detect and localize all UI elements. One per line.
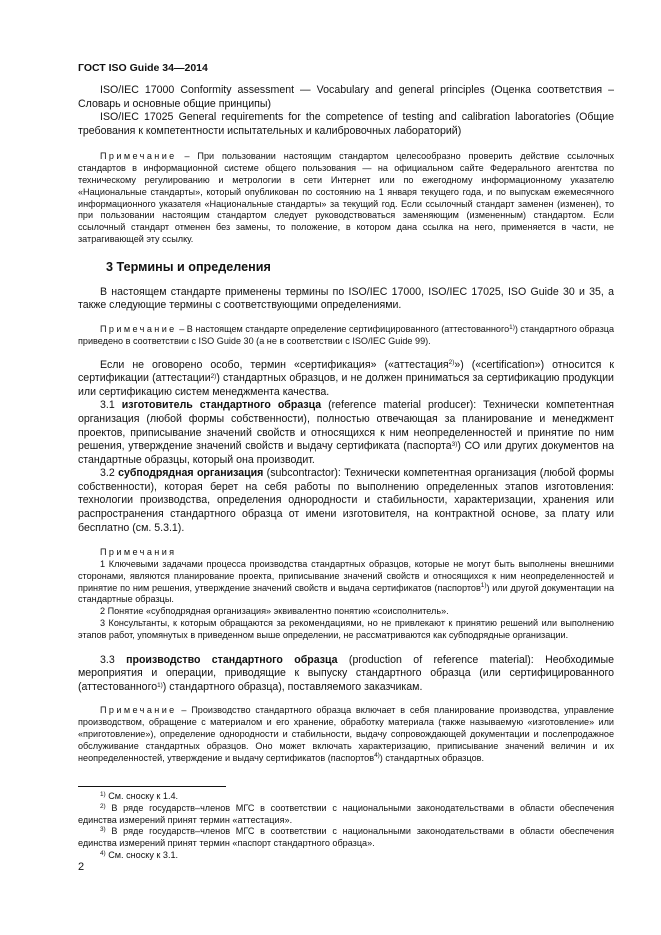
section-intro: В настоящем стандарте применены термины по ISO/IEC 17000, ISO/IEC 17025, ISO Guide 30 и 35, а также следующие термины с соответствующими определениями. (78, 285, 614, 312)
footnote-ref: 2) (448, 359, 455, 367)
note-item: 1 Ключевыми задачами процесса производства стандартных образцов, которые не могут быть выполнены внешними сторонами, являются планирование проекта, приписывание значений свойств и относящихся к ним неопределенностей и принятие по ним решения, утверждение значений свойств и выдача сертификатов (паспортов$^{1)}$) или другой документации на стандартные образцы. (78, 559, 614, 605)
note-references (78, 151, 614, 245)
notes-label: Примечания (100, 547, 177, 558)
note-text: – При пользовании настоящим стандартом целесообразно проверить действие ссылочных стандартов в информационной системе общего пользования — на официальном сайте Федерального агентства по техническому регулированию и метрологии в сети Интернет или по ежегодному информационному указателю «Национальные стандарты», который опубликован по состоянию на 1 января текущего года, и по выпускам ежемесячного информационного указателя «Национальные стандарты» за текущий год. Если ссылочный стандарт заменен (изменен), то при пользовании настоящим стандартом следует руководствоваться заменяющим (измененным) стандартом. Если ссылочный стандарт отменен без замены, то положение, в котором дана ссылка на него, применяется в части, не затрагивающей эту ссылку. (78, 151, 614, 244)
certification-paragraph: Если не оговорено особо, термин «сертификация» («аттестация$^{2)}$») («certification») относится к сертификации (аттестации$^{2)}$) стандартных образцов, и не должен приниматься за сертификацию продукции или сертификацию систем менеджмента качества. (78, 358, 614, 398)
footnote-ref: 1) (509, 323, 515, 331)
note-label: Примечание (100, 151, 177, 162)
footnote-ref: 1) (157, 681, 163, 689)
document-page (78, 62, 614, 764)
normative-reference: ISO/IEC 17025 General requirements for the competence of testing and calibration laboratories (Общие требования к компетентности испытательных и калибровочных лабораторий) (78, 111, 614, 137)
term-name: производство стандартного образца (126, 653, 338, 666)
footnote: $^{3)}$ В ряде государств–членов МГС в соответствии с национальными законодательствами в области обеспечения единства измерений принят термин «паспорт стандартного образца». (78, 826, 614, 849)
section-title: 3 Термины и определения (106, 259, 271, 274)
term-name: изготовитель стандартного образца (121, 399, 322, 412)
term-3-1: 3.1 изготовитель стандартного образца (reference material producer): Технически компетентная организация (любой формы собственности), полностью отвечающая за планирование и менеджмент проектов, приписывание значений свойств и относящихся к ним неопределенностей и принятие по ним решения, утверждение значений свойств и выдачу сертификата (паспорта$^{3)}$) СО или других документов на стандартные образцы, который она производит. (78, 399, 614, 466)
footnote-ref: 3) (451, 440, 458, 448)
note-label: Примечание (100, 705, 177, 716)
footnotes (78, 791, 614, 862)
page-number: 2 (78, 861, 85, 873)
term-name: субподрядная организация (118, 467, 264, 480)
footnote: $^{1)}$ См. сноску к 1.4. (100, 790, 179, 801)
footnote: $^{2)}$ В ряде государств–членов МГС в соответствии с национальными законодательствами в области обеспечения единства измерений принят термин «аттестация». (78, 802, 614, 825)
document-header: ГОСТ ISO Guide 34—2014 (78, 62, 208, 74)
footnote: $^{4)}$ См. сноску к 3.1. (100, 849, 179, 860)
normative-reference: ISO/IEC 17000 Conformity assessment — Vocabulary and general principles (Оценка соответствия – Словарь и основные общие принципы) (78, 84, 614, 110)
term-3-2: 3.2 субподрядная организация (subcontractor): Технически компетентная организация (любой формы собственности), которая берет на себя работы по выполнению определенных этапов изготовления: технологии производства, определения однородности и стабильности, характеризации, хранения или распространения стандартного образца от имени изготовителя, на контрактной основе, за плату или бесплатно (см. 5.3.1). (78, 467, 614, 534)
note-definition: Примечание – В настоящем стандарте определение сертифицированного (аттестованного$^{1)}$) стандартного образца приведено в соответствии с ISO Guide 30 (а не в соответствии с ISO/IEC Guide 99). (78, 323, 615, 346)
footnote-ref: 1) (480, 582, 487, 590)
note-production: Примечание – Производство стандартного образца включает в себя планирование производства, управление производством, обращение с материалом и его хранение, обработку материала (также называемую «изготовление» или «приготовление»), определение однородности и стабильности, выдачу сопровождающей документации и послепродажное обслуживание стандартных образцов. Оно может включать характеризацию, приписывание значений величин и их неопределенностей, утверждение и выдачу сертификатов (паспортов$^{4)}$) стандартных образцов. (78, 705, 614, 763)
note-item: 3 Консультанты, к которым обращаются за рекомендациями, но не привлекают к принятию решений или выполнению этапов работ, упомянутых в приведенном выше определении, не рассматриваются как субподрядные организации. (78, 618, 614, 640)
footnote-ref: 2) (210, 372, 217, 380)
note-label: Примечание (100, 323, 177, 334)
term-3-3: 3.3 производство стандартного образца (production of reference material): Необходимые мероприятия и операции, приводящие к выпуску стандартного образца (или сертифицированного (аттестованного$^{1)}$) стандартного образца), поставляемого заказчикам. (78, 653, 614, 693)
footnote-ref: 4) (374, 752, 380, 760)
note-item: 2 Понятие «субподрядная организация» эквивалентно понятию «соисполнитель». (100, 606, 449, 617)
footnote-divider (78, 786, 226, 787)
